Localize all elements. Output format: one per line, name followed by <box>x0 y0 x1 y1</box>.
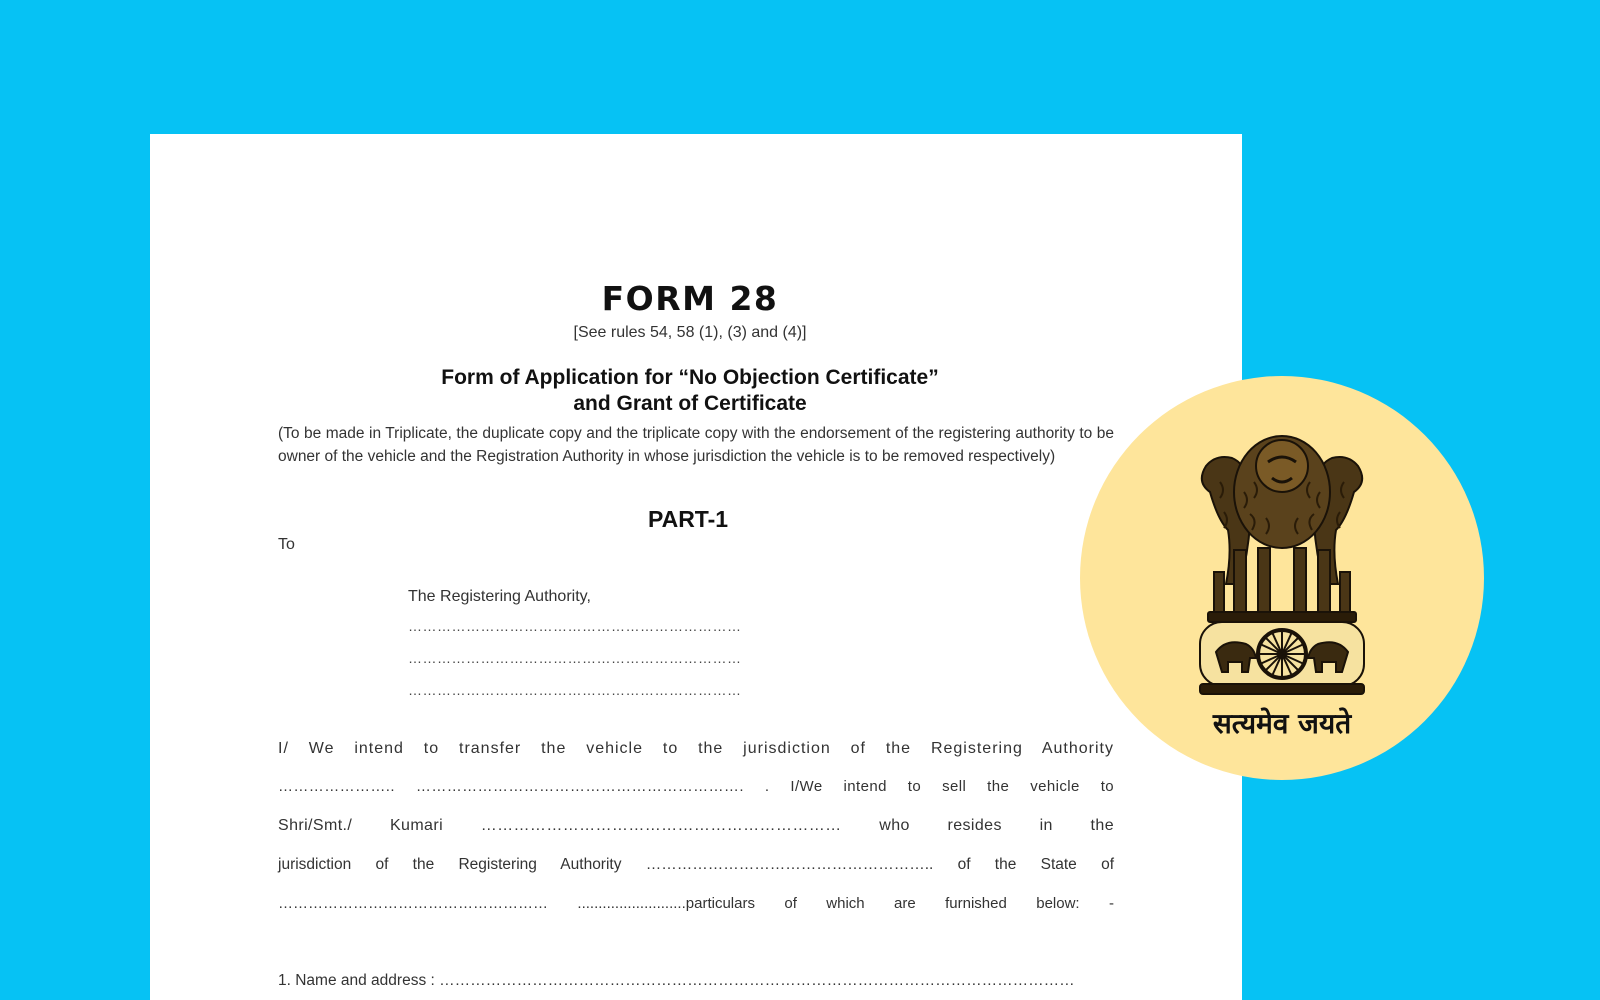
form-rules-reference: [See rules 54, 58 (1), (3) and (4)] <box>573 324 807 341</box>
emblem-motto: सत्यमेव जयते <box>1212 707 1352 740</box>
form-heading-line-2: and Grant of Certificate <box>573 392 807 415</box>
form-document <box>150 134 1242 1000</box>
national-emblem-badge <box>1080 376 1484 780</box>
body-line-3: Shri/Smt./ Kumari ………………………………………………………… who resides in the <box>278 817 1114 834</box>
address-dotted-line-2: …………………………………………………………… <box>408 650 742 666</box>
name-and-address-line: 1. Name and address : …………………………………………………………………………………………………………… <box>278 972 1075 989</box>
body-line-1: I/ We intend to transfer the vehicle to the jurisdiction of the Registering Authority <box>278 740 1114 757</box>
body-line-2: ………………….. ………………………………………………………. . I/We intend to sell the vehicle to <box>278 778 1114 795</box>
to-label: To <box>278 536 295 553</box>
form-title: FORM 28 <box>601 279 779 318</box>
form-heading-line-1: Form of Application for “No Objection Certificate” <box>441 366 939 389</box>
address-dotted-line-3: …………………………………………………………… <box>408 682 742 698</box>
body-line-4: jurisdiction of the Registering Authority ……………………………………………….. of the State of <box>278 856 1114 873</box>
body-line-5: ……………………………………………… ..........................particulars of which are furnished below: - <box>278 895 1114 912</box>
ashoka-lion-capital-icon <box>1190 422 1374 698</box>
form-instructions-note: (To be made in Triplicate, the duplicate copy and the triplicate copy with the endorsement of the registering authority to be owner of the vehicle and the Registration Authority in whose jurisdiction the vehicle is to be removed respectively) <box>278 425 1114 465</box>
registering-authority-label: The Registering Authority, <box>408 588 591 605</box>
part-heading: PART-1 <box>647 506 729 532</box>
address-dotted-line-1: …………………………………………………………… <box>408 618 742 634</box>
